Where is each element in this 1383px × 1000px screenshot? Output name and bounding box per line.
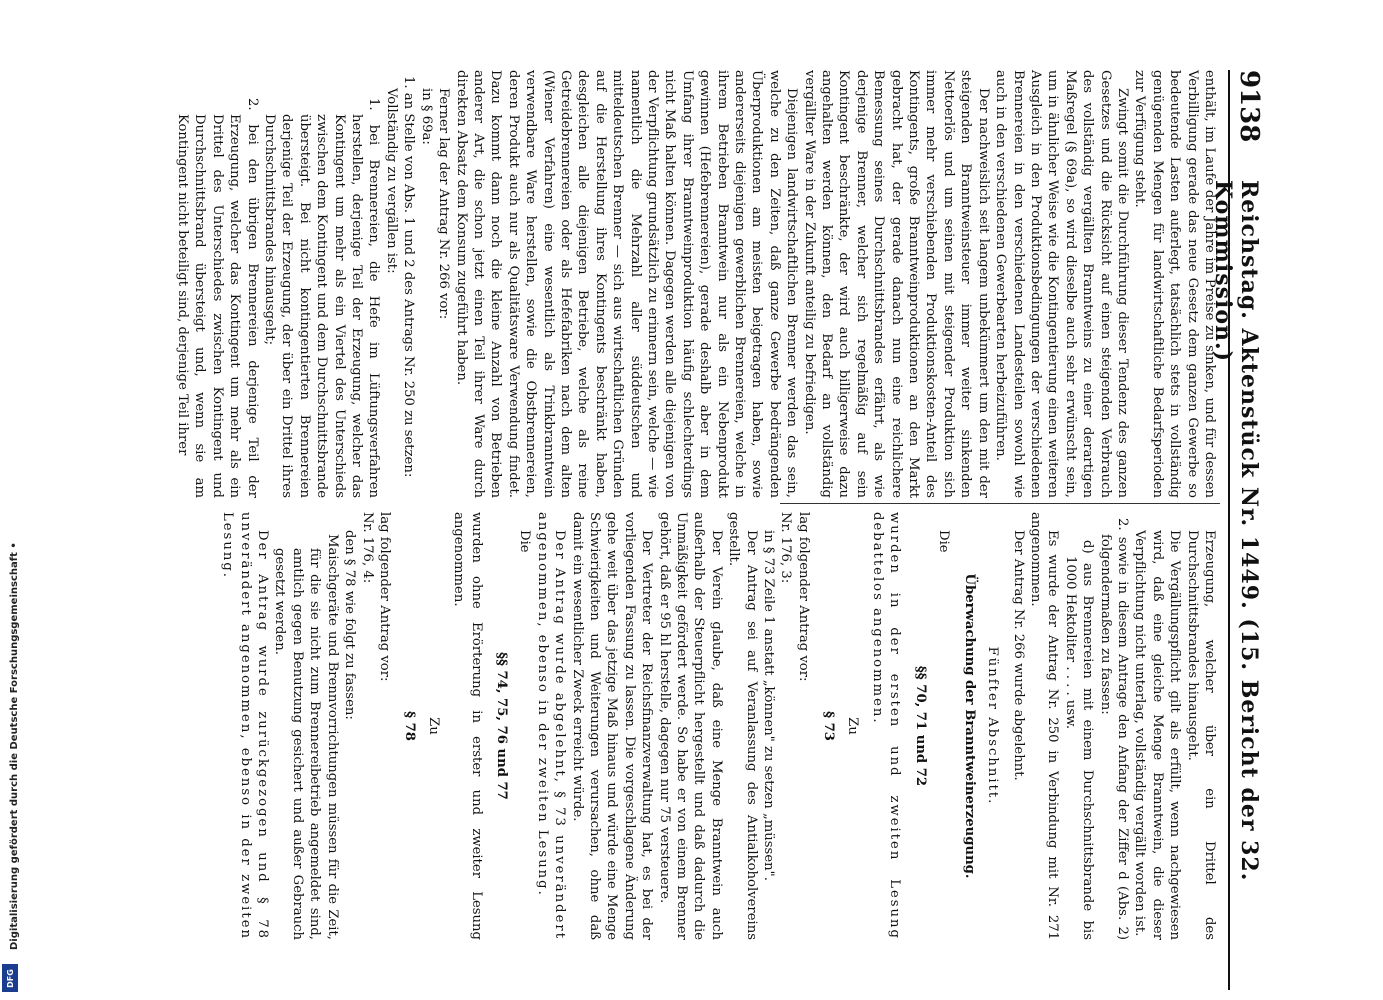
paragraph: Vollständig zu vergällen ist: (383, 88, 399, 274)
paragraph: Der Antrag wurde zurückgezogen und § 78 unverändert angenommen, ebenso in der zweiten Lesung. (220, 512, 271, 940)
document-page (80, 0, 1280, 1000)
list-item: 1. an Stelle von Abs. 1 und 2 des Antrags Nr. 250 zu setzen: (401, 76, 417, 478)
dfg-logo (2, 964, 18, 992)
right-column (219, 512, 1218, 940)
paragraph: Maischgeräte und Brennvorrichtungen müssen für die Zeit, für die sie nicht zum Brennereibetrieb angemeldet sind, amtlich gegen Benutzung gesichert und außer Gebrauch gesetzt werden. (272, 534, 340, 940)
section-subheading: Überwachung der Branntweinerzeugung. (961, 573, 977, 879)
section-reference: § 73 (821, 711, 837, 741)
section-reference: §§ 70, 71 und 72 (912, 665, 928, 787)
paragraph: lag folgender Antrag vor: (795, 512, 811, 682)
paragraph: Zwingt somit die Durchführung dieser Tendenz des ganzen Gesetzes und die Rücksicht auf einen steigenden Verbrauch des vollständig vergällten Branntweins zu einer derartigen Maßregel (§ 69a), so wird dieselbe auch sehr erwünscht sein, um in ähnlicher Weise wie die Kontingentierung einen weiteren Ausgleich in den Produktionsbedingungen der verschiedenen Brennereien in den verschiedenen Landesteilen sowohl wie auch in den verschiedenen Gewerbearten herbeizuführen. (993, 70, 1130, 498)
page-number: 9138 (1234, 70, 1264, 143)
paragraph: Nr. 176, 3: (778, 512, 794, 584)
paragraph: Die (936, 530, 952, 553)
list-item: 2. bei den übrigen Brennereien derjenige Teil der Erzeugung, welcher das Kontingent um mehr als ein Drittel des Unterschiedes zwischen Kontingent und Durchschnittsbrand übersteigt und, wenn sie am Kontingent nicht beteiligt sind, derjenige Teil ihrer (175, 98, 260, 498)
paragraph: Der Verein glaube, daß eine Menge Branntwein auch außerhalb der Steuerpflicht hergestellt und daß dadurch die Unmäßigkeit gefördert werde. So habe er von einem Brenner gehört, daß er 95 hl herstelle, dagegen nur 75 versteuere. (656, 512, 724, 940)
paragraph: Der Vertreter der Reichsfinanzverwaltung hat, es bei der vorliegenden Fassung zu lassen. Die vorgeschlagene Änderung gehe weit über das jetzige Maß hinaus und würde eine Menge Schwierigkeiten und Weiterungen verursachen, ohne daß damit ein wesentlicher Zweck erreicht würde. (569, 512, 655, 940)
paragraph: Der Antrag sei auf Veranlassung des Antialkoholvereins gestellt. (726, 512, 759, 940)
list-item: d) aus Brennereien mit einem Durchschnittsbrande bis 1000 Hektoliter . . . . usw. (1062, 540, 1096, 940)
page-title: Reichstag. Aktenstück Nr. 1449. (15. Bericht der 32. Kommission.) (1210, 180, 1262, 882)
paragraph: enthält, im Laufe der Jahre im Preise zu sinken, und für dessen Verbilligung gerade das neue Gesetz dem ganzen Gewerbe so bedeutende Lasten auferlegt, tatsächlich stets in vollständig genügenden Mengen für landwirtschaftliche Bedarfsperioden zur Verfügung steht. (1132, 70, 1217, 498)
paragraph: Der Antrag wurde abgelehnt, § 73 unverändert angenommen, ebenso in der zweiten Lesung. (534, 512, 568, 940)
paragraph: Der nachweislich seit langem unbekümmert um den mit der steigenden Branntweinsteuer immer weiter sinkenden Nettoerlös und um seinen mit steigender Produktion sich immer mehr verschiebenden Produktionskosten-Anteil des Kontingents, große Branntweinproduktionen an den Markt gebracht hat, der gerade danach nun eine reichlichere Bemessung seines Durchschnittsbrandes erfährt, als wie derjenige Brenner, welcher sich regelmäßig auf sein Kontingent beschränkte, der wird auch billigerweise dazu angehalten werden können, den Bedarf an vollständig vergällter Ware in der Zukunft anteilig zu befriedigen. (801, 70, 991, 498)
paragraph: in § 73 Zeile 1 anstatt „können" zu setzen „müssen". (761, 530, 777, 881)
paragraph: Diejenigen landwirtschaftlichen Brenner werden das sein, welche zu den Zeiten, daß ganze Gewerbe bedrängenden Überproduktionen am meisten beigetragen haben, sowie andererseits diejenigen gewerblichen Brennereien, welche in ihrem Betrieben Branntwein nur als ein Nebenprodukt gewinnen (Hefebrennereien), gerade deshalb aber in dem Umfang ihrer Branntweinproduktion häufig schlechterdings nicht Maß halten können. Dagegen werden alle diejenigen von der Verpflichtung grundsätzlich zu erinnern sein, welche — wie namentlich die Mehrzahl aller süddeutschen und mitteldeutschen Brenner — sich aus wirtschaftlichen Gründen auf die Herstellung ihres Kontingents beschränkt haben, desgleichen alle diejenigen Betriebe, welche als reine Getreidebrennereien oder als Hefefabriken nach dem alten (Wiener Verfahren) eine wesentlich als Trinkbranntwein verwendbare Ware herstellen, sowie die Obstbrennereien, deren Produkt auch nur als Qualitätsware Verwendung findet. Dazu kommt dann noch die kleine Anzahl von Betrieben anderer Art, die schon jetzt einen Teil ihrer Ware durch direkten Absatz dem Konsum zugeführt haben. (453, 70, 800, 498)
paragraph: in § 69a: (418, 88, 434, 145)
section-reference: §§ 74, 75, 76 und 77 (493, 652, 509, 800)
credit-text: Digitalisierung gefördert durch die Deutsche Forschungsgemeinschaft • (9, 542, 20, 950)
section-heading: Fünfter Abschnitt. (985, 646, 1001, 806)
paragraph: den § 78 wie folgt zu fassen: (342, 530, 358, 720)
left-column (174, 70, 1218, 498)
section-reference: § 78 (402, 711, 418, 741)
column-divider (780, 503, 1220, 504)
paragraph: Zu (425, 717, 441, 735)
paragraph: Ferner lag der Antrag Nr. 266 vor: (436, 88, 452, 320)
paragraph: lag folgender Antrag vor: (376, 512, 392, 682)
page-header (1210, 70, 1270, 990)
paragraph: wurden ohne Erörterung in erster und zweiter Lesung angenommen. (451, 512, 484, 940)
paragraph: Nr. 176, 4: (359, 512, 375, 584)
paragraph: Zu (844, 717, 860, 735)
digitization-credit (6, 10, 20, 990)
paragraph: wurden in der ersten und zweiten Lesung debattelos angenommen. (870, 512, 903, 940)
paragraph: Die Vergällungspflicht gilt als erfüllt, wenn nachgewiesen wird, daß eine gleiche Menge Branntwein, die dieser Verpflichtung nicht unterlag, vollständig vergällt worden ist. (1132, 530, 1183, 940)
paragraph: Es wurde der Antrag Nr. 250 in Verbindung mit Nr. 271 angenommen. (1027, 512, 1061, 940)
paragraph: Der Antrag Nr. 266 wurde abgelehnt. (1010, 530, 1026, 781)
list-item: 2. sowie in diesem Antrage den Anfang der Ziffer d (Abs. 2) folgendermaßen zu fassen: (1097, 518, 1130, 940)
paragraph: Erzeugung, welcher über ein Drittel des Durchschnittsbrandes hinausgeht. (1184, 530, 1217, 940)
logo-text: DFG (5, 968, 15, 988)
paragraph: Die (517, 530, 533, 553)
list-item: 1. bei Brennereien, die Hefe im Lüftungsverfahren herstellen, derjenige Teil der Erzeugung, welcher das Kontingent um mehr als ein Viertel des Unterschieds zwischen dem Kontingent und dem Durchschnittsbrande übersteigt. Bei nicht kontingentierten Brennereien derjenige Teil der Erzeugung, der über ein Drittel ihres Durchschnittsbrandes hinausgeht; (262, 98, 382, 498)
